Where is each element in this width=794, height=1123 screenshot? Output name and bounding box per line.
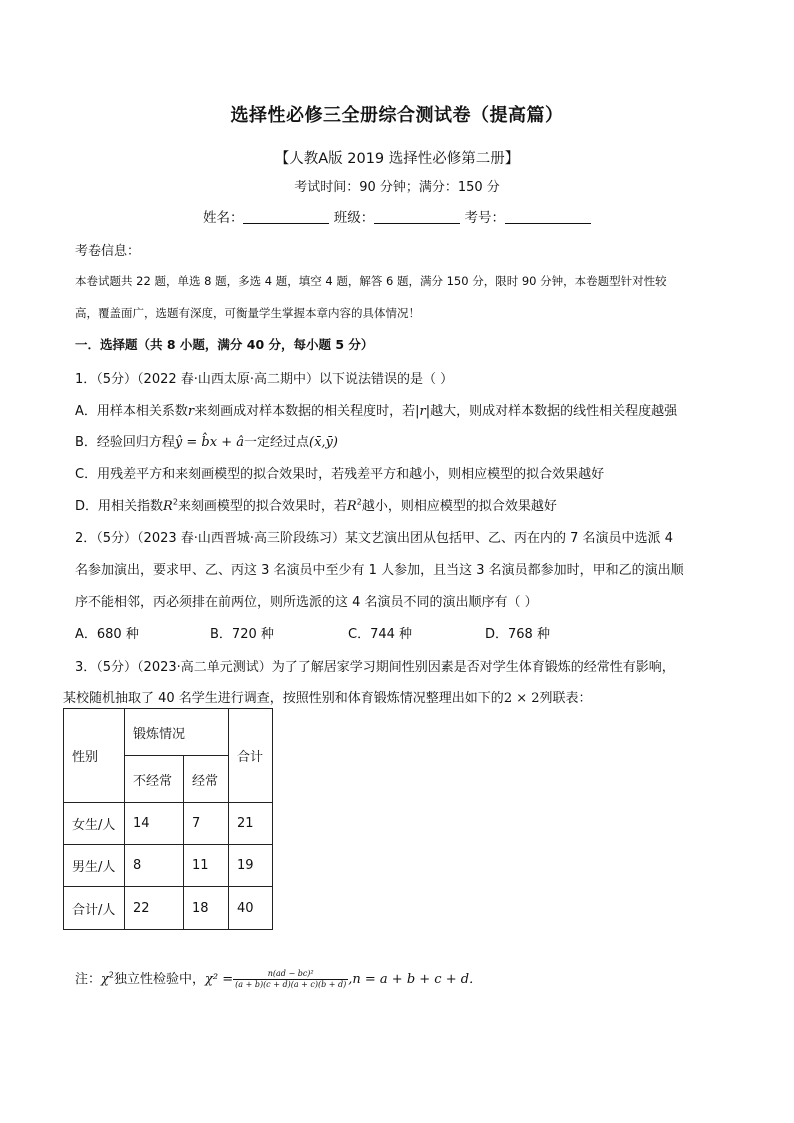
name-label: 姓名： xyxy=(202,210,244,226)
info-heading: 考卷信息： xyxy=(75,244,141,259)
cell-not-often: 22 xyxy=(125,887,184,930)
row-label: 合计/人 xyxy=(64,887,125,930)
header-exercise: 锻炼情况 xyxy=(125,709,229,756)
cell-total: 40 xyxy=(229,887,273,930)
id-blank xyxy=(505,209,591,224)
id-label: 考号： xyxy=(464,210,506,226)
q2-option-a: A．680 种 xyxy=(75,627,139,642)
q1-option-b: B．经验回归方程ŷ = b̂x + â一定经过点(x̄,ȳ) xyxy=(75,435,338,450)
contingency-table xyxy=(63,708,273,930)
q2-option-d: D．768 种 xyxy=(485,627,550,642)
cell-total: 21 xyxy=(229,803,273,845)
q3-line-2: 某校随机抽取了 40 名学生进行调查，按照性别和体育锻炼情况整理出如下的2 × 2列联表： xyxy=(63,691,592,706)
table-row xyxy=(64,887,273,930)
q1-option-a: A．用样本相关系数r来刻画成对样本数据的相关程度时，若|r|越大，则成对样本数据的线性相关程度越强 xyxy=(75,404,678,419)
page-subtitle: 【人教A版 2019 选择性必修第二册】 xyxy=(274,151,520,167)
q3-note: 注：$\chi^2$独立性检验中，χ² = $\frac{\text{n(ad − bc)²}}{(a + b)(c + d)(a + c)(b + d)}$ ,n = a + b + c + d． xyxy=(75,969,483,989)
section-heading: 一．选择题（共 8 小题，满分 40 分，每小题 5 分） xyxy=(75,337,374,352)
student-info-bar xyxy=(0,206,794,226)
q2-line-1: 2．（5分）（2023 春·山西晋城·高三阶段练习）某文艺演出团从包括甲、乙、丙在内的 7 名演员中选派 4 xyxy=(75,531,673,546)
header-gender: 性别 xyxy=(64,709,125,803)
q1-option-d: D．用相关指数$R^2$来刻画模型的拟合效果时，若$R^2$越小，则相应模型的拟合效果越好 xyxy=(75,497,557,514)
info-line-2: 高，覆盖面广，选题有深度，可衡量学生掌握本章内容的具体情况！ xyxy=(75,306,420,320)
exam-meta: 考试时间：90 分钟；满分：150 分 xyxy=(294,180,500,195)
q2-option-c: C．744 种 xyxy=(348,627,413,642)
info-line-1: 本卷试题共 22 题，单选 8 题，多选 4 题，填空 4 题，解答 6 题，满分 150 分，限时 90 分钟，本卷题型针对性较 xyxy=(75,274,667,288)
q2-line-2: 名参加演出，要求甲、乙、丙这 3 名演员中至少有 1 人参加，且当这 3 名演员都参加时，甲和乙的演出顺 xyxy=(75,563,684,578)
chi-square-fraction: $\frac{\text{n(ad − bc)²}}{(a + b)(c + d)(a + c)(b + d)}$ xyxy=(235,969,347,989)
cell-often: 11 xyxy=(184,845,229,887)
table-row xyxy=(64,803,273,845)
header-total: 合计 xyxy=(229,709,273,803)
class-label: 班级： xyxy=(333,210,375,226)
cell-not-often: 14 xyxy=(125,803,184,845)
cell-often: 7 xyxy=(184,803,229,845)
row-label: 男生/人 xyxy=(64,845,125,887)
q2-option-b: B．720 种 xyxy=(210,627,274,642)
cell-not-often: 8 xyxy=(125,845,184,887)
row-label: 女生/人 xyxy=(64,803,125,845)
q1-option-c: C．用残差平方和来刻画模型的拟合效果时，若残差平方和越小，则相应模型的拟合效果越好 xyxy=(75,467,605,482)
header-not-often: 不经常 xyxy=(125,756,184,803)
q3-line-1: 3．（5分）（2023·高二单元测试）为了了解居家学习期间性别因素是否对学生体育锻炼的经常性有影响， xyxy=(75,660,675,675)
cell-total: 19 xyxy=(229,845,273,887)
class-blank xyxy=(374,209,460,224)
name-blank xyxy=(243,209,329,224)
page-title: 选择性必修三全册综合测试卷（提高篇） xyxy=(230,105,564,126)
header-often: 经常 xyxy=(184,756,229,803)
table-row xyxy=(64,845,273,887)
q2-line-3: 序不能相邻，丙必须排在前两位，则所选派的这 4 名演员不同的演出顺序有（ ） xyxy=(75,595,538,610)
cell-often: 18 xyxy=(184,887,229,930)
q1-stem: 1．（5分）（2022 春·山西太原·高二期中）以下说法错误的是（ ） xyxy=(75,372,454,387)
